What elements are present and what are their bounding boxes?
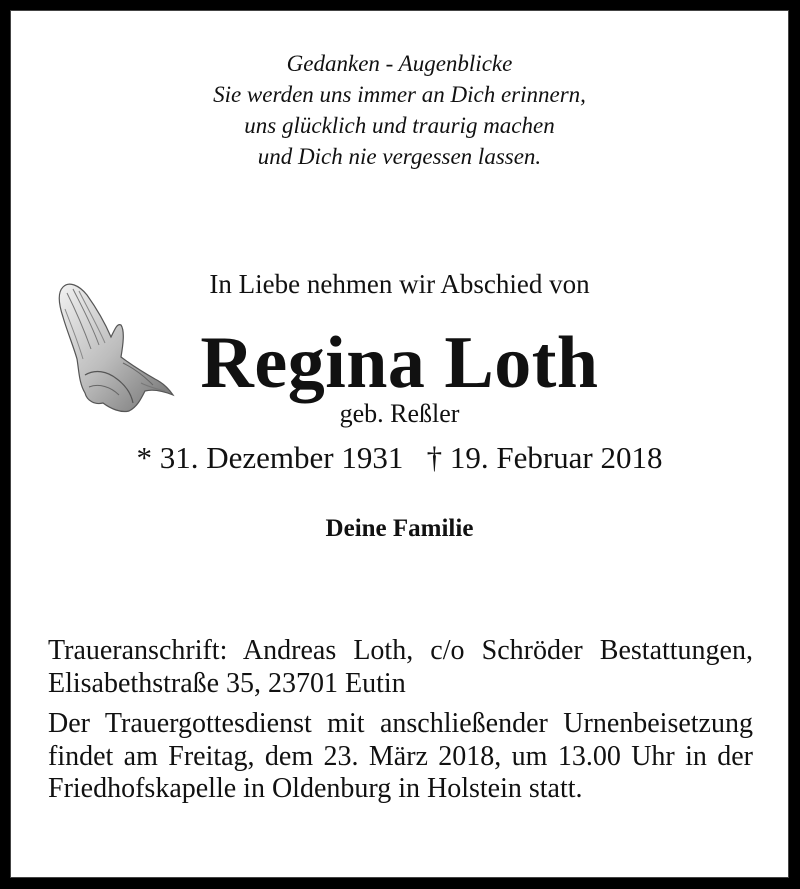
poem-line: uns glücklich und traurig machen (244, 113, 555, 138)
funeral-service-info: Der Trauergottesdienst mit anschließender Urnenbeisetzung findet am Freitag, dem 23. März 2018, um 13.00 Uhr in der Friedhofskapelle in Oldenburg in Holstein statt. (48, 708, 753, 804)
deceased-name: Regina Loth (200, 322, 599, 404)
signature: Deine Familie (325, 515, 474, 542)
obituary-notice (10, 10, 789, 878)
intro-line: In Liebe nehmen wir Abschied von (209, 269, 590, 299)
memorial-poem (11, 48, 788, 172)
maiden-name: geb. Reßler (339, 399, 460, 428)
life-dates: * 31. Dezember 1931 † 19. Februar 2018 (136, 440, 663, 475)
poem-line: Sie werden uns immer an Dich erinnern, (213, 82, 586, 107)
poem-line: und Dich nie vergessen lassen. (257, 144, 542, 169)
poem-line: Gedanken - Augenblicke (286, 51, 513, 76)
mourning-address: Traueranschrift: Andreas Loth, c/o Schröder Bestattungen, Elisabethstraße 35, 23701 Eutin (48, 635, 753, 699)
